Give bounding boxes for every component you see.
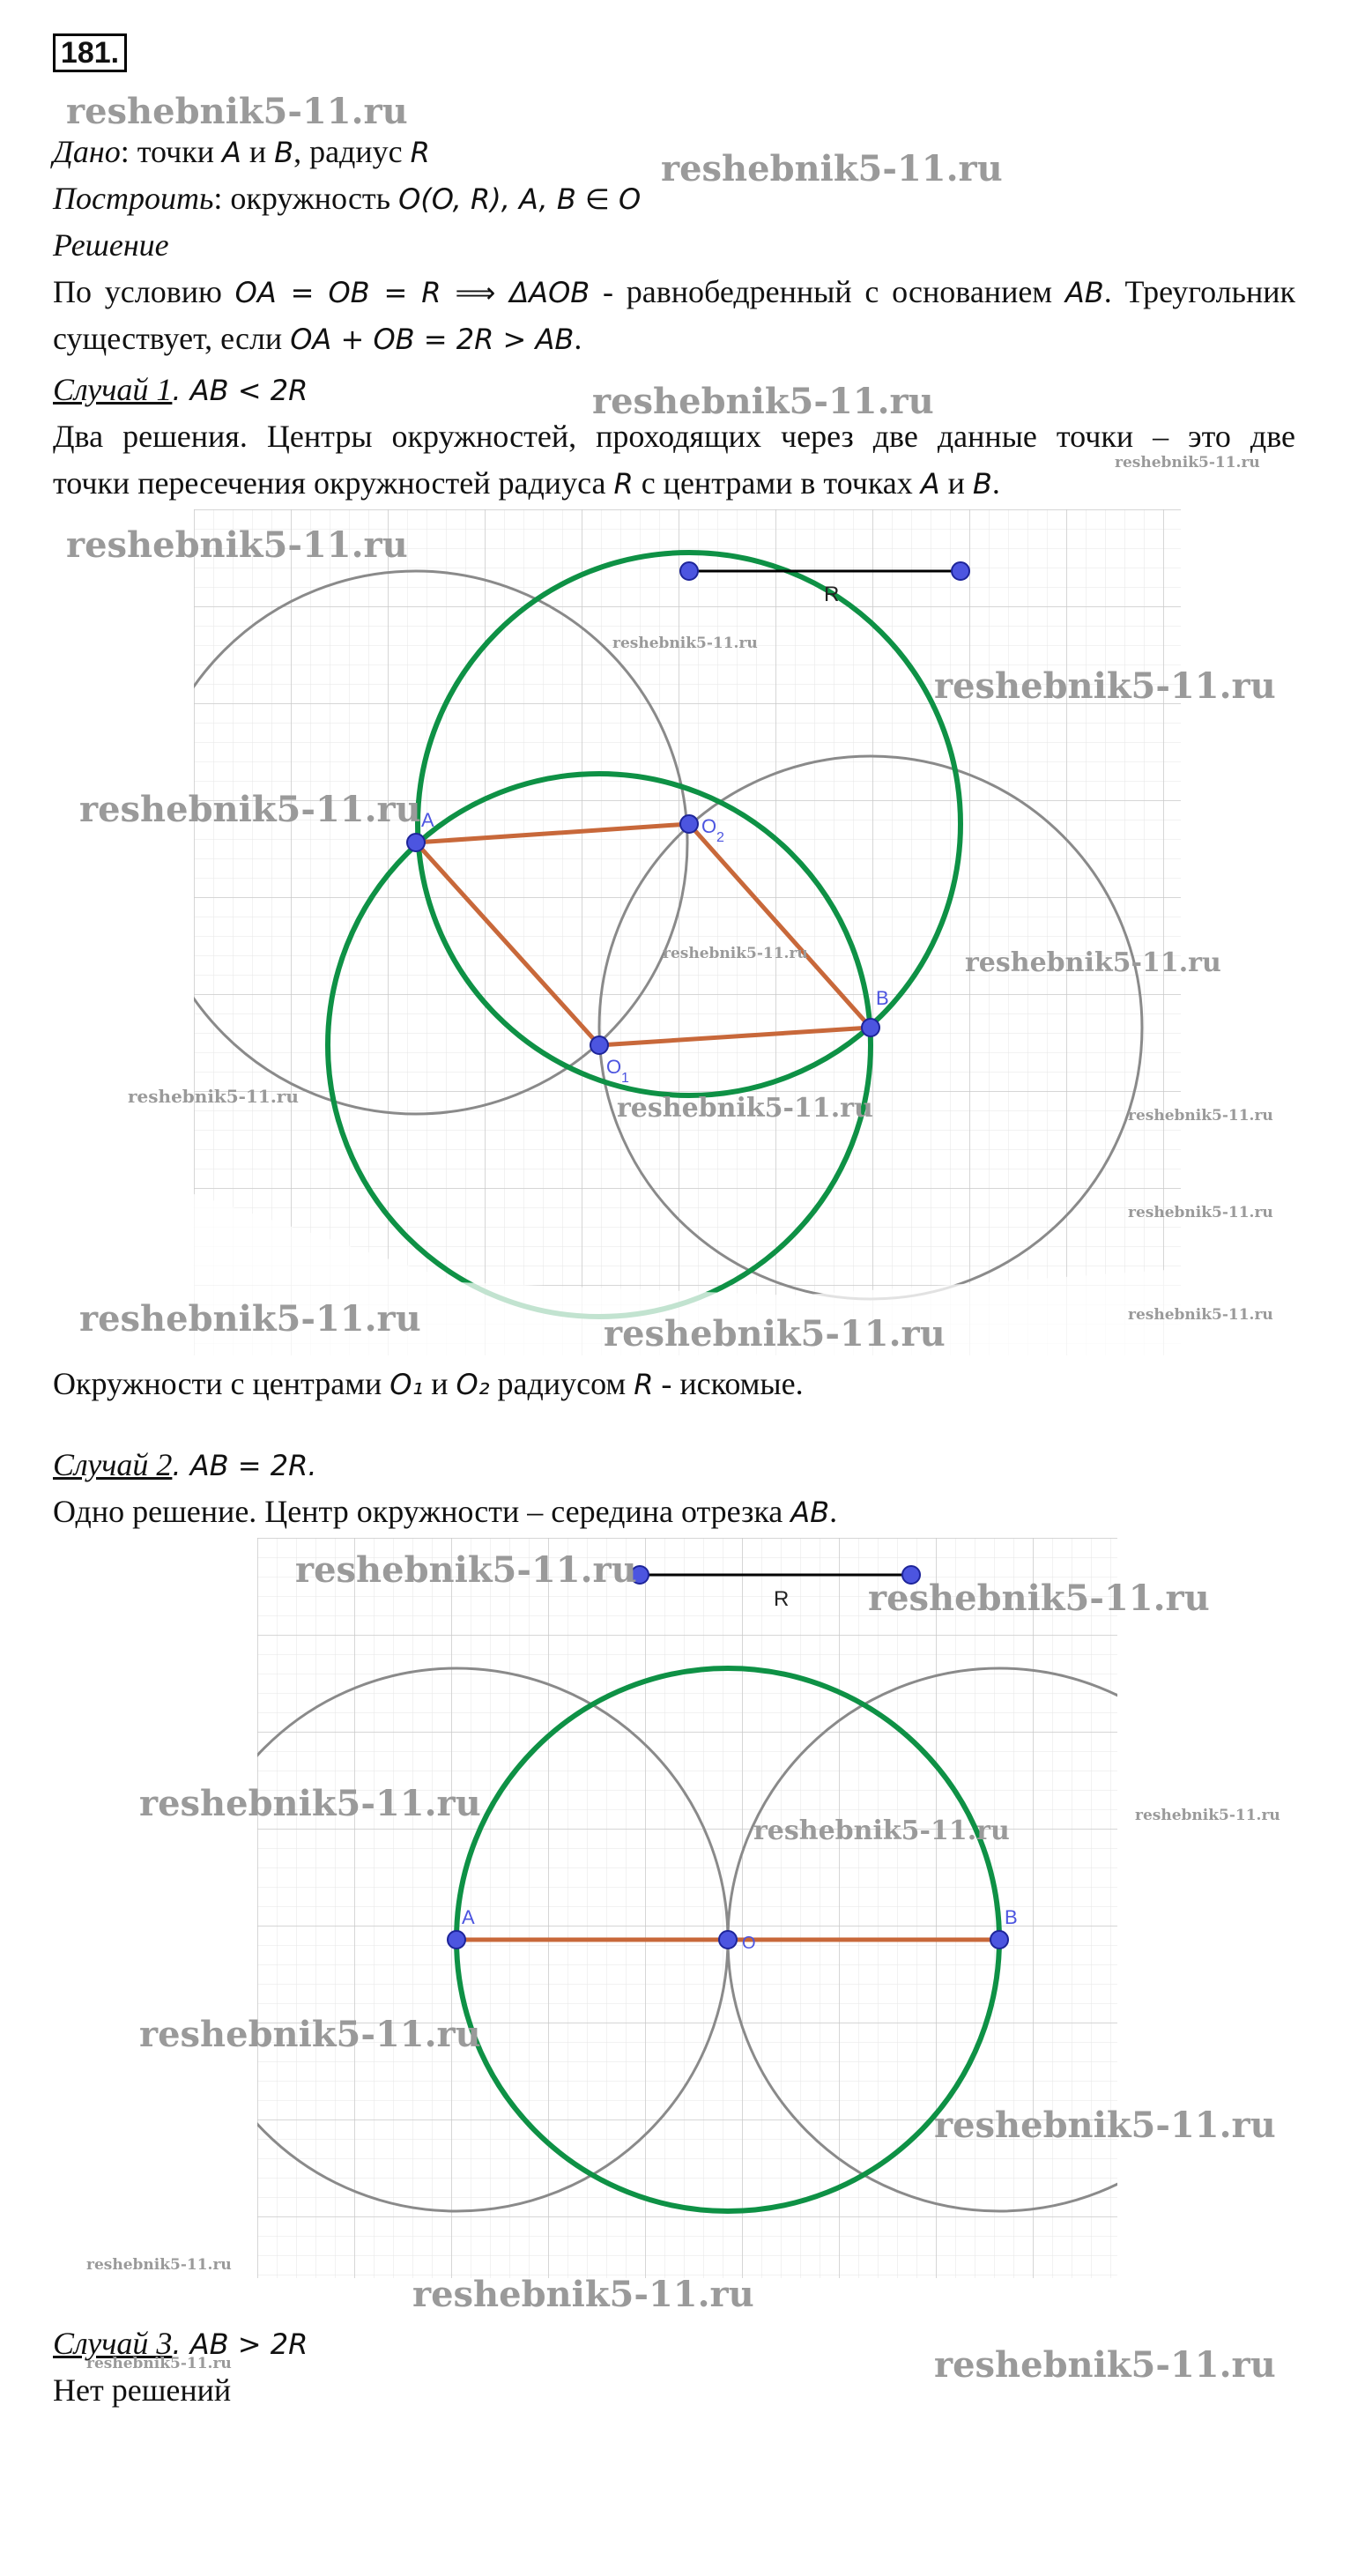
point-o xyxy=(719,1931,737,1949)
watermark: reshebnik5-11.ru xyxy=(604,1313,946,1355)
given-line: Дано: точки A и B, радиус R xyxy=(53,134,430,169)
construct-formula: O(O, R), A, B ∈ O xyxy=(398,182,642,216)
construct-label: Построить xyxy=(53,181,214,216)
task-number: 181. xyxy=(53,33,127,72)
watermark: reshebnik5-11.ru xyxy=(1135,1807,1280,1824)
watermark: reshebnik5-11.ru xyxy=(934,2105,1276,2146)
condition-line-2: существует, если OA + OB = 2R > AB. xyxy=(53,321,582,356)
watermark: reshebnik5-11.ru xyxy=(617,1093,873,1124)
watermark: reshebnik5-11.ru xyxy=(1128,1107,1273,1125)
case3-label: Случай 3 xyxy=(53,2326,173,2361)
watermark: reshebnik5-11.ru xyxy=(965,947,1221,978)
watermark: reshebnik5-11.ru xyxy=(934,2344,1276,2386)
watermark: reshebnik5-11.ru xyxy=(86,2355,232,2372)
point-o2 xyxy=(680,815,698,833)
point-b xyxy=(862,1019,879,1036)
watermark: reshebnik5-11.ru xyxy=(592,381,934,422)
label-o2-sub: 2 xyxy=(716,830,724,845)
construct-line: Построить: окружность O(O, R), A, B ∈ O xyxy=(53,181,642,216)
grid-major xyxy=(257,1538,1117,2278)
watermark: reshebnik5-11.ru xyxy=(139,1783,481,1824)
case2-heading: Случай 2. AB = 2R. xyxy=(53,1447,317,1482)
watermark: reshebnik5-11.ru xyxy=(66,524,408,566)
case2-label: Случай 2 xyxy=(53,1447,173,1482)
case1-desc-line-2: точки пересечения окружностей радиуса R с центрами в точках A и B. xyxy=(53,465,1000,501)
label-a: A xyxy=(421,809,434,831)
figure2-content xyxy=(185,1538,1271,2278)
watermark: reshebnik5-11.ru xyxy=(1115,454,1260,471)
label-b: B xyxy=(1005,1906,1018,1928)
case3-desc: Нет решений xyxy=(53,2372,232,2408)
watermark: reshebnik5-11.ru xyxy=(412,2274,754,2315)
given-label: Дано xyxy=(53,134,121,169)
radius-label: R xyxy=(774,1587,790,1611)
watermark: reshebnik5-11.ru xyxy=(753,1815,1010,1846)
label-a: A xyxy=(462,1906,475,1928)
label-o2: O xyxy=(701,815,717,837)
condition-line-1: По условию OA = OB = R ⟹ ΔAOB - равнобедренный с основанием AB. Треугольник xyxy=(53,274,1295,309)
watermark: reshebnik5-11.ru xyxy=(79,1298,421,1340)
watermark: reshebnik5-11.ru xyxy=(1128,1204,1273,1221)
radius-label: R xyxy=(824,583,840,606)
case1-label: Случай 1 xyxy=(53,372,173,407)
label-o: O xyxy=(742,1934,756,1953)
label-o1: O xyxy=(606,1056,622,1078)
watermark: reshebnik5-11.ru xyxy=(661,148,1003,189)
watermark: reshebnik5-11.ru xyxy=(1128,1306,1273,1324)
label-b: B xyxy=(876,987,889,1009)
watermark: reshebnik5-11.ru xyxy=(66,91,408,132)
solution-label: Решение xyxy=(53,227,169,263)
watermark: reshebnik5-11.ru xyxy=(79,789,421,830)
point-a xyxy=(448,1931,465,1949)
watermark: reshebnik5-11.ru xyxy=(86,2256,232,2274)
radius-endpoint xyxy=(680,562,698,580)
watermark: reshebnik5-11.ru xyxy=(295,1549,637,1591)
label-o1-sub: 1 xyxy=(621,1071,629,1086)
point-b xyxy=(990,1931,1008,1949)
watermark: reshebnik5-11.ru xyxy=(868,1578,1210,1619)
radius-endpoint xyxy=(952,562,969,580)
watermark: reshebnik5-11.ru xyxy=(663,945,808,962)
watermark: reshebnik5-11.ru xyxy=(128,1086,299,1107)
point-o1 xyxy=(590,1036,608,1054)
watermark: reshebnik5-11.ru xyxy=(934,665,1276,707)
case3-heading: Случай 3. AB > 2R xyxy=(53,2326,308,2361)
point-a xyxy=(407,834,425,851)
case2-desc: Одно решение. Центр окружности – середина отрезка AB. xyxy=(53,1494,838,1529)
watermark: reshebnik5-11.ru xyxy=(612,635,758,652)
case1-result: Окружности с центрами O₁ и O₂ радиусом R - искомые. xyxy=(53,1366,804,1401)
case1-heading: Случай 1. AB < 2R xyxy=(53,372,308,407)
case1-desc-line-1: Два решения. Центры окружностей, проходящих через две данные точки – это две xyxy=(53,419,1295,454)
watermark: reshebnik5-11.ru xyxy=(139,2014,481,2055)
